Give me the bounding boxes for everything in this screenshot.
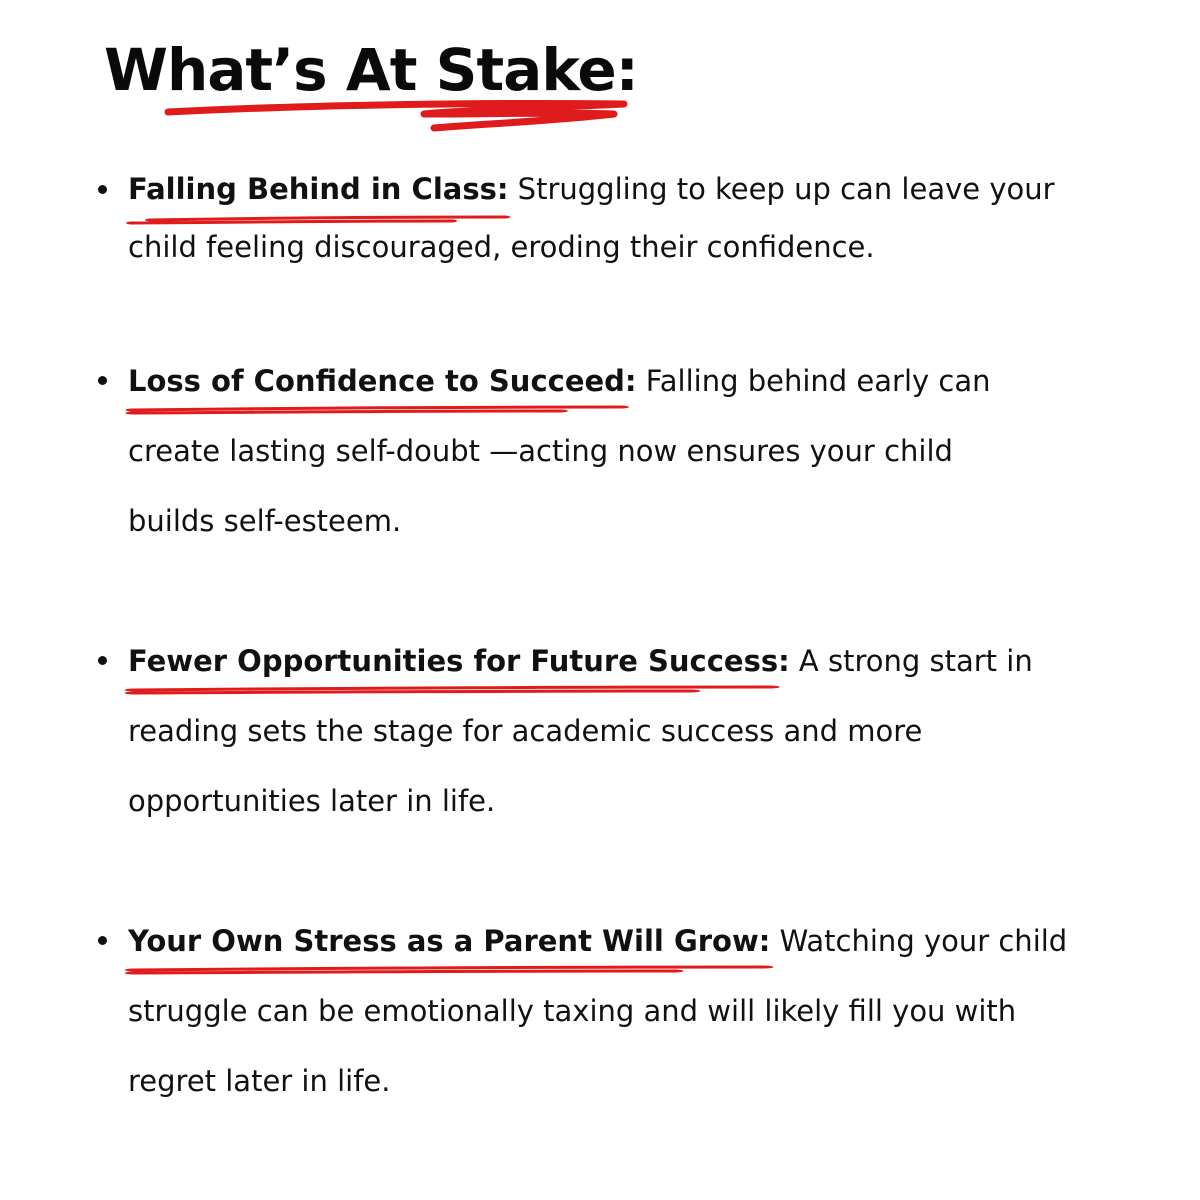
item-lead: Loss of Confidence to Succeed: bbox=[128, 346, 637, 416]
lead-underline bbox=[128, 964, 770, 978]
bullet-icon bbox=[98, 656, 107, 665]
item-lead: Falling Behind in Class: bbox=[128, 160, 508, 218]
list-item bbox=[96, 906, 1136, 1116]
item-text-line: regret later in life. bbox=[128, 1064, 391, 1098]
item-lead: Fewer Opportunities for Future Success: bbox=[128, 626, 790, 696]
bullet-icon bbox=[98, 185, 107, 194]
list-item bbox=[96, 160, 1136, 276]
bullet-icon bbox=[98, 376, 107, 385]
lead-underline bbox=[128, 684, 790, 698]
item-text-line: struggle can be emotionally taxing and will likely fill you with bbox=[128, 994, 1017, 1028]
item-text-line: reading sets the stage for academic success and more bbox=[128, 714, 923, 748]
item-text-line: create lasting self-doubt —acting now ensures your child bbox=[128, 434, 953, 468]
lead-underline bbox=[128, 214, 508, 228]
bullet-icon bbox=[98, 936, 107, 945]
item-text-line: Watching your child bbox=[770, 924, 1068, 958]
item-text-line: builds self-esteem. bbox=[128, 504, 402, 538]
item-text-line: child feeling discouraged, eroding their confidence. bbox=[128, 230, 875, 264]
lead-underline bbox=[128, 404, 637, 418]
item-lead: Your Own Stress as a Parent Will Grow: bbox=[128, 906, 770, 976]
item-text-line: Struggling to keep up can leave your bbox=[508, 172, 1055, 206]
list-item bbox=[96, 626, 1136, 836]
title-block bbox=[104, 30, 664, 140]
item-text-line: Falling behind early can bbox=[636, 364, 991, 398]
list-item bbox=[96, 346, 1136, 556]
page-title: What’s At Stake: bbox=[104, 36, 638, 104]
item-text-line: opportunities later in life. bbox=[128, 784, 496, 818]
item-text-line: A strong start in bbox=[789, 644, 1033, 678]
